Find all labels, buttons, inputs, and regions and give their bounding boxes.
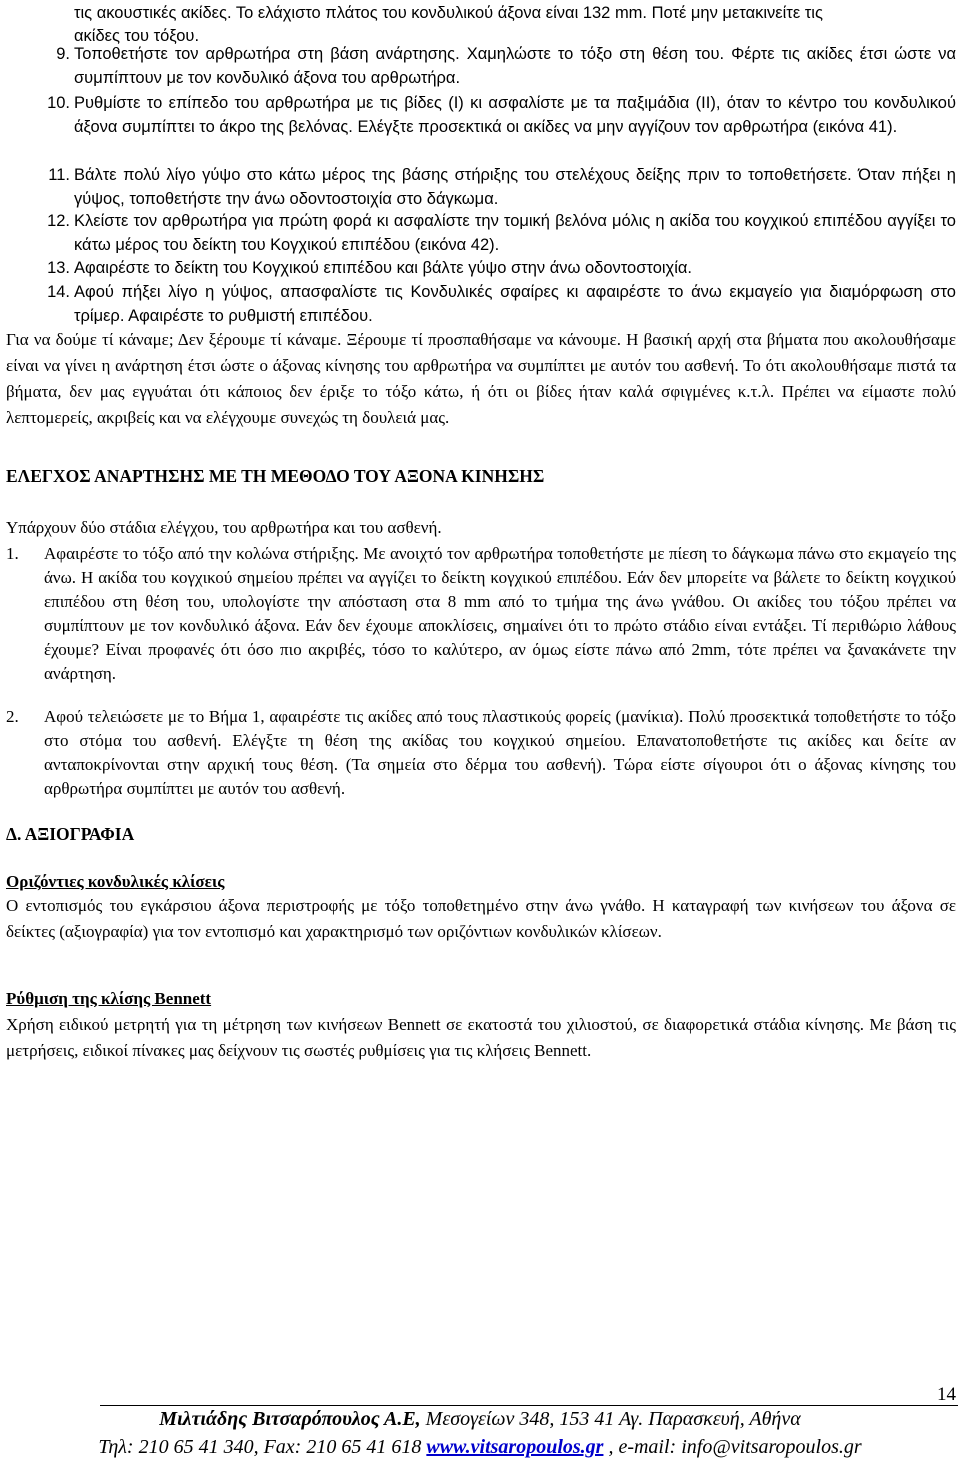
list-item-number: 10. (47, 94, 70, 112)
list-item-number: 14. (47, 283, 70, 301)
list-item-text: Αφαιρέστε το δείκτη του Κογχικού επιπέδου και βάλτε γύψο στην άνω οδοντοστοιχία. (74, 259, 692, 277)
list-item-14 (40, 281, 956, 328)
footer-company-line (0, 1408, 960, 1431)
subheading-horizontal-inclinations: Οριζόντιες κονδυλικές κλίσεις (6, 872, 225, 891)
bennett-text: Χρήση ειδικού μετρητή για τη μέτρηση των κινήσεων Bennett σε εκατοστά του χιλιοστού, σε διαφορετικά στάδια κίνησης. Με βάση τις μετρήσεις, ειδικοί πίνακες μας δείχνουν τις σωστές ρυθμίσεις για τις κλήσεις Bennett. (6, 1015, 956, 1060)
footer-address: Μεσογείων 348, 153 41 Αγ. Παρασκευή, Αθήνα (420, 1408, 801, 1430)
subheading-bennett: Ρύθμιση της κλίσης Bennett (6, 989, 212, 1008)
footer-email: , e-mail: info@vitsaropoulos.gr (603, 1436, 862, 1458)
page-number: 14 (937, 1384, 956, 1405)
section-heading-check: ΕΛΕΓΧΟΣ ΑΝΑΡΤΗΣΗΣ ΜΕ ΤΗ ΜΕΘΟΔΟ ΤΟΥ ΑΞΟΝΑ ΚΙΝΗΣΗΣ (6, 466, 545, 486)
step-text: Αφού τελειώσετε με το Βήμα 1, αφαιρέστε τις ακίδες από τους πλαστικούς φορείς (μανίκια). Πολύ προσεκτικά τοποθετήστε το τόξο στο στόμα του ασθενή. Ελέγξτε τη θέση της ακίδας του κογχικού σημείου. Επανατοποθετήστε τις ακίδες και δείτε αν ανταποκρίνονται στην αρχική τους θέση. (Τα σημεία στο δέρμα του ασθενή). Τώρα είστε σίγουροι ότι ο άξονας κίνησης του αρθρωτήρα συμπίπτει με αυτόν του ασθενή. (44, 707, 956, 798)
step-number: 1. (6, 544, 19, 563)
footer-website-link[interactable]: www.vitsaropoulos.gr (426, 1436, 604, 1458)
list-item-10 (40, 92, 956, 139)
check-step-2 (6, 705, 956, 801)
list-item-text: Αφού πήξει λίγο η γύψος, απασφαλίστε τις Κονδυλικές σφαίρες κι αφαιρέστε το άνω εκμαγείο για διαμόρφωση στο τρίμερ. Αφαιρέστε το ρυθμιστή επιπέδου. (74, 283, 956, 325)
step-number: 2. (6, 707, 19, 726)
list-item-text: Τοποθετήστε τον αρθρωτήρα στη βάση ανάρτησης. Χαμηλώστε το τόξο στη θέση του. Φέρτε τις ακίδες έτσι ώστε να συμπίπτουν με τον κονδυλικό άξονα του αρθρωτήρα. (74, 45, 956, 87)
check-intro: Υπάρχουν δύο στάδια ελέγχου, του αρθρωτήρα και του ασθενή. (6, 518, 442, 537)
list-item-11 (40, 164, 956, 211)
check-step-1 (6, 542, 956, 686)
list-item-number: 12. (47, 212, 70, 230)
list-item-number: 13. (47, 259, 70, 277)
horizontal-inclinations-text: Ο εντοπισμός του εγκάρσιου άξονα περιστροφής με τόξο τοποθετημένο στην άνω γνάθο. Η καταγραφή των κινήσεων του άξονα σε δείκτες (αξιογραφία) για τον εντοπισμό και χαρακτηρισμό των οριζόντιων κονδυλικών κλίσεων. (6, 896, 956, 941)
step-text: Αφαιρέστε το τόξο από την κολώνα στήριξης. Με ανοιχτό τον αρθρωτήρα τοποθετήστε με πίεση το δάγκωμα πάνω στο εκμαγείο της άνω. Η ακίδα του κογχικού σημείου πρέπει να αγγίζει το δείκτη κογχικού επιπέδου. Εάν δεν μπορείτε να βάλετε το δείκτη κογχικού επιπέδου στη θέση του, υπολογίστε την απόσταση στα 8 mm από το τμήμα της άνω γνάθου. Οι ακίδες του τόξου πρέπει να συμπίπτουν με τον κονδυλικό άξονα. Εάν δεν έχουμε αποκλίσεις, σημαίνει ότι το πρώτο στάδιο είναι εντάξει. Τί περιθώριο λάθους έχουμε? Είναι προφανές ότι όσο πιο ακριβές, τόσο το καλύτερο, αν όμως είστε πάνω από 2mm, τότε πρέπει να ξανακάνετε την ανάρτηση. (44, 544, 956, 683)
footer-phones: Τηλ: 210 65 41 340, Fax: 210 65 41 618 (98, 1436, 427, 1458)
footer-contact-line (0, 1436, 960, 1459)
list-item-text: Ρυθμίστε το επίπεδο του αρθρωτήρα με τις βίδες (I) κι ασφαλίστε με τα παξιμάδια (II), όταν το κέντρο του κονδυλικού άξονα συμπίπτει το άκρο της βελόνας. Ελέγξτε προσεκτικά οι ακίδες να μην αγγίζουν τον αρθρωτήρα (εικόνα 41). (74, 94, 956, 136)
section-heading-axiography: Δ. ΑΞΙΟΓΡΑΦΙΑ (6, 824, 135, 844)
item-8-continuation-line1: τις ακουστικές ακίδες. Το ελάχιστο πλάτος του κονδυλικού άξονα είναι 132 mm. Ποτέ μην μετακινείτε τις (74, 4, 823, 22)
footer-company-name: Μιλτιάδης Βιτσαρόπουλος Α.Ε, (159, 1408, 421, 1430)
list-item-number: 9. (56, 45, 70, 63)
list-item-text: Κλείστε τον αρθρωτήρα για πρώτη φορά κι ασφαλίστε την τομική βελόνα μόλις η ακίδα του κογχικού επιπέδου αγγίξει το κάτω μέρος του δείκτη του Κογχικού επιπέδου (εικόνα 42). (74, 212, 956, 254)
item-8-continuation-line2: ακίδες του τόξου. (74, 27, 200, 45)
list-item-12 (40, 210, 956, 257)
list-item-9 (40, 43, 956, 90)
list-item-number: 11. (48, 166, 70, 184)
summary-paragraph: Για να δούμε τί κάναμε; Δεν ξέρουμε τί κάναμε. Ξέρουμε τί προσπαθήσαμε να κάνουμε. Η βασική αρχή στα βήματα που ακολουθήσαμε είναι να γίνει η ανάρτηση έτσι ώστε ο άξονας κίνησης του αρθρωτήρα να συμπίπτει με αυτόν του ασθενή. Το ότι ακολουθήσαμε πιστά τα βήματα, δεν μας εγγυάται ότι κάποιος δεν έριξε το τόξο κάτω, ή ότι οι βίδες ήταν καλά σφιγμένες κ.τ.λ. Πρέπει να είμαστε πολύ λεπτομερείς, ακριβείς και να ελέγχουμε συνεχώς τη δουλειά μας. (6, 330, 956, 427)
footer-divider (100, 1405, 958, 1406)
list-item-13 (40, 257, 956, 281)
list-item-text: Βάλτε πολύ λίγο γύψο στο κάτω μέρος της βάσης στήριξης του στελέχους δείξης πριν το τοποθετήσετε. Όταν πήξει η γύψος, τοποθετήστε την άνω οδοντοστοιχία στο δάγκωμα. (74, 166, 956, 208)
